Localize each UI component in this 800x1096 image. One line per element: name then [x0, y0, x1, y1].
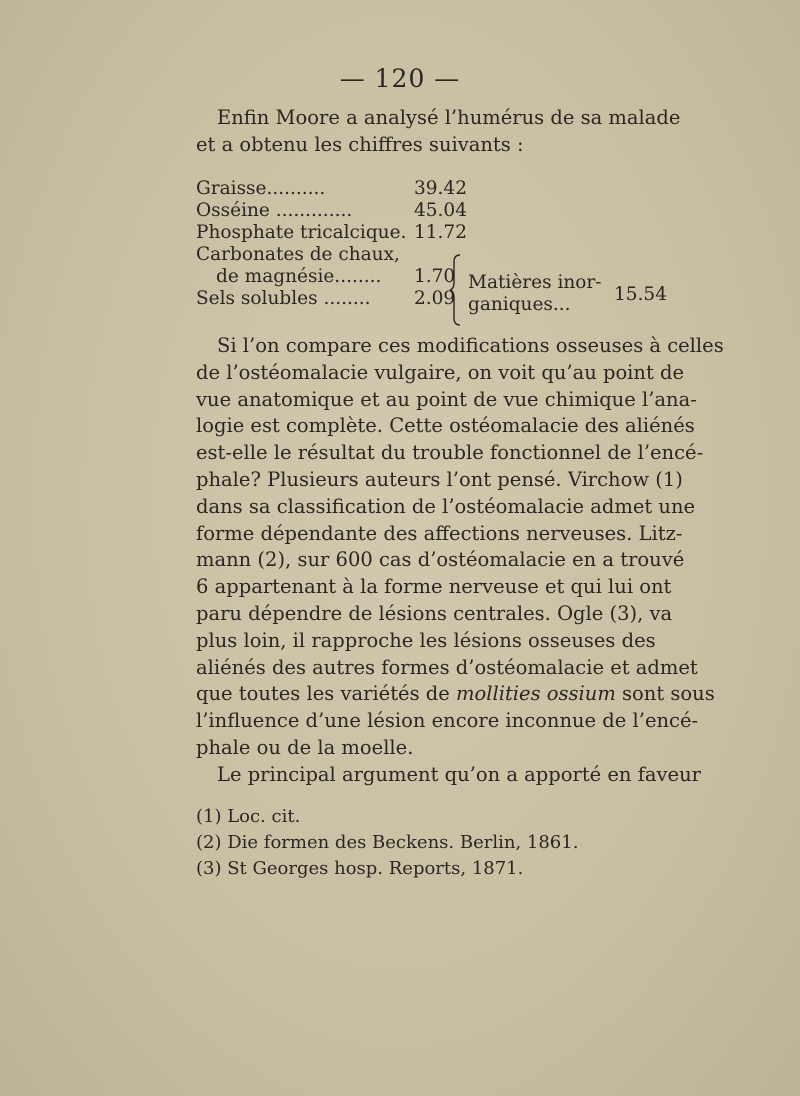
- row-value: 1.70: [414, 266, 456, 287]
- body-text-fragment: sont sous: [615, 682, 715, 706]
- body-line: plus loin, il rapproche les lésions osseuses des: [196, 628, 656, 652]
- brace-label-line: Matières inor-: [468, 272, 602, 293]
- body-line: mann (2), sur 600 cas d’ostéomalacie en a trouvé: [196, 548, 685, 572]
- row-value: 11.72: [414, 222, 467, 243]
- row-label: Phosphate tricalcique.: [196, 222, 407, 243]
- body-line: Le principal argument qu’on a apporté en faveur: [217, 762, 701, 786]
- body-line: l’influence d’une lésion encore inconnue de l’encé-: [196, 709, 699, 733]
- body-line: vue anatomique et au point de vue chimique l’ana-: [196, 387, 697, 411]
- row-label: Carbonates de chaux,: [196, 244, 400, 265]
- brace-label-line: ganiques...: [468, 294, 571, 315]
- body-text-fragment: que toutes les variétés de: [196, 682, 457, 706]
- body-line: paru dépendre de lésions centrales. Ogle (3), va: [196, 601, 673, 625]
- intro-paragraph: [196, 105, 681, 159]
- row-value: 2.09: [414, 288, 456, 309]
- body-line: forme dépendante des affections nerveuses. Litz-: [196, 521, 683, 545]
- row-label: Osséine .............: [196, 200, 353, 221]
- latin-term: mollities ossium: [456, 682, 616, 706]
- body-line: [196, 681, 715, 708]
- body-line: logie est complète. Cette ostéomalacie des aliénés: [196, 414, 695, 438]
- intro-line: Enfin Moore a analysé l’humérus de sa malade: [217, 106, 681, 129]
- brace-group-label: [468, 272, 602, 316]
- group-total: 15.54: [614, 284, 667, 305]
- footnote: (2) Die formen des Beckens. Berlin, 1861.: [196, 832, 579, 853]
- body-line: Si l’on compare ces modifications osseuses à celles: [217, 334, 724, 357]
- curly-brace-icon: [450, 254, 464, 326]
- row-value: 45.04: [414, 200, 467, 221]
- analysis-table: [196, 178, 667, 315]
- body-line: phale ou de la moelle.: [196, 735, 414, 759]
- row-label: Graisse..........: [196, 178, 326, 199]
- body-line: est-elle le résultat du trouble fonctionnel de l’encé-: [196, 441, 704, 465]
- page-number: — 120 —: [339, 64, 461, 93]
- body-line: 6 appartenant à la forme nerveuse et qui lui ont: [196, 575, 672, 599]
- body-line: dans sa classification de l’ostéomalacie admet une: [196, 494, 696, 518]
- footnotes: [196, 804, 578, 882]
- intro-line: et a obtenu les chiffres suivants :: [196, 132, 524, 156]
- row-label: Sels solubles ........: [196, 288, 371, 309]
- row-label: de magnésie........: [216, 266, 382, 287]
- body-line: aliénés des autres formes d’ostéomalacie et admet: [196, 655, 698, 679]
- footnote: (1) Loc. cit.: [196, 806, 301, 827]
- body-line: de l’ostéomalacie vulgaire, on voit qu’au point de: [196, 360, 685, 384]
- body-line: phale? Plusieurs auteurs l’ont pensé. Virchow (1): [196, 467, 683, 491]
- footnote: (3) St Georges hosp. Reports, 1871.: [196, 858, 524, 879]
- body-paragraph: [196, 333, 724, 789]
- row-value: 39.42: [414, 178, 467, 199]
